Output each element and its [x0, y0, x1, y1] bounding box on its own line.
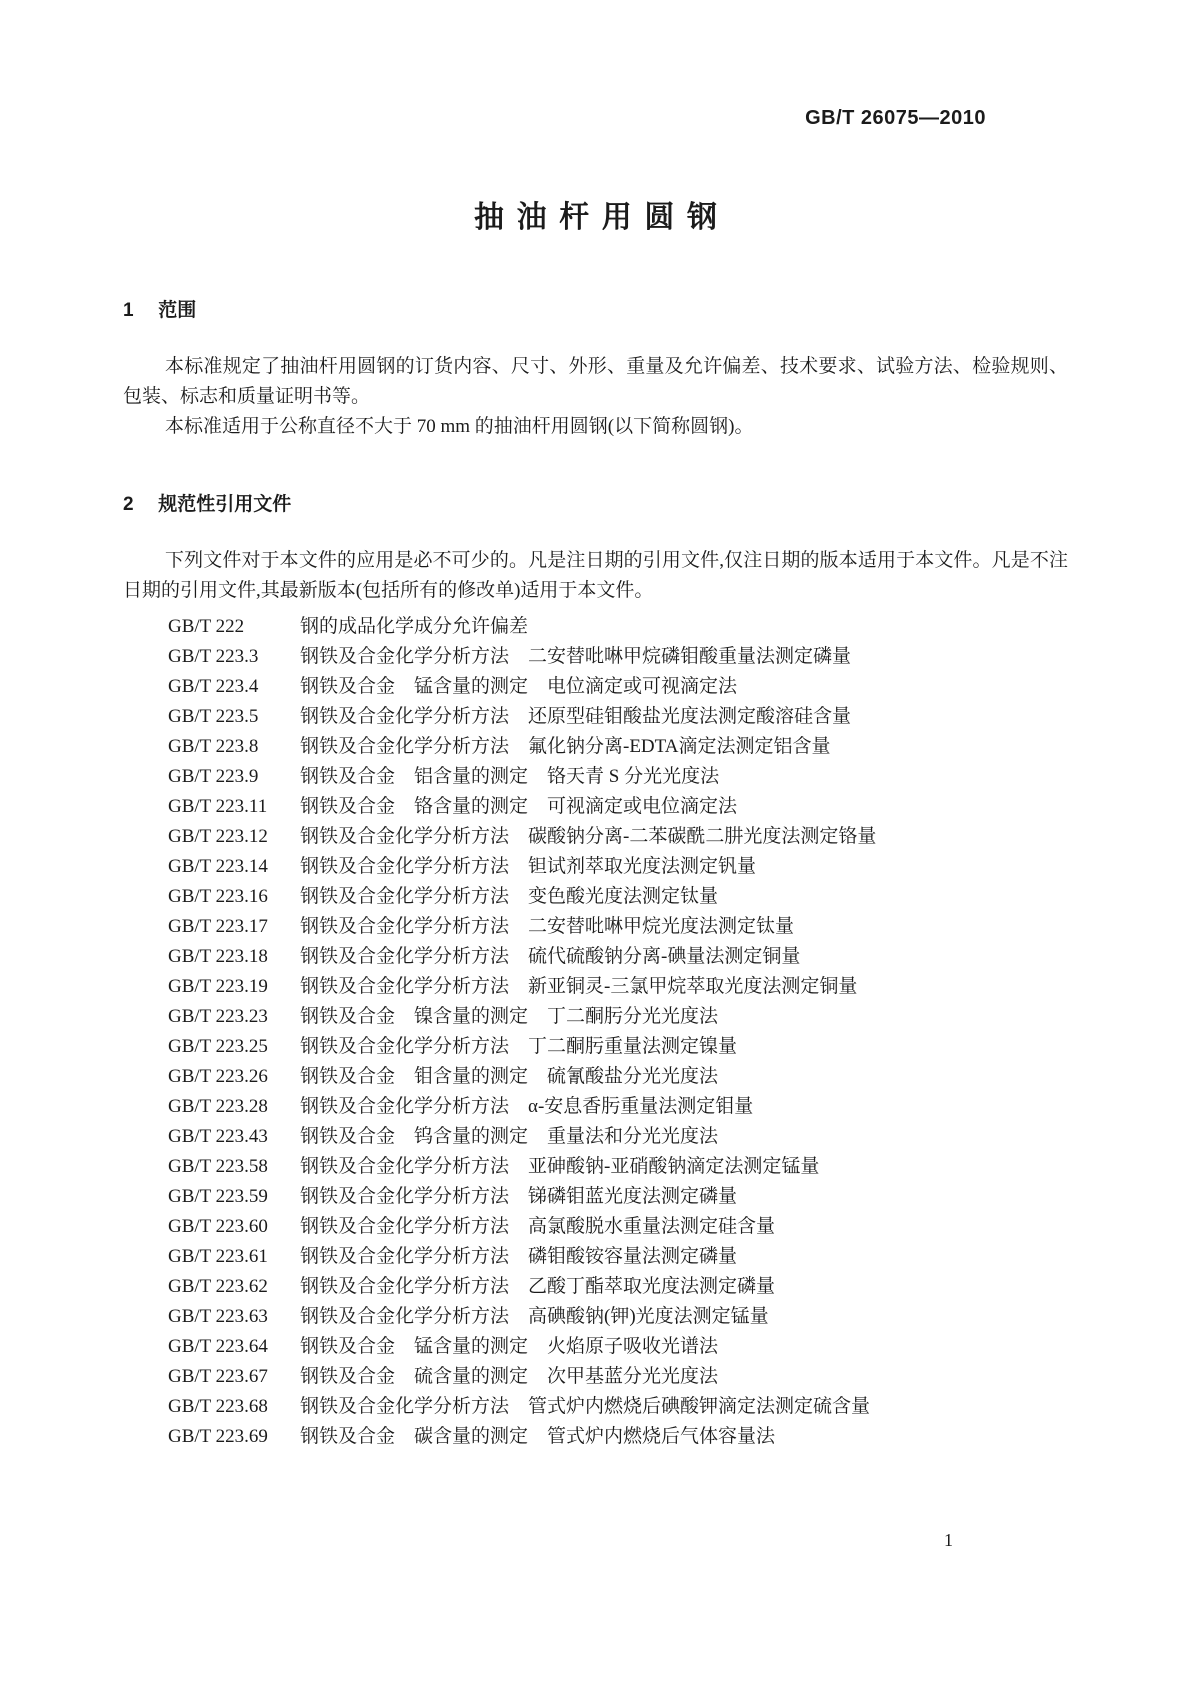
reference-code: GB/T 223.3 [168, 646, 259, 667]
section-1-heading [123, 298, 1068, 324]
reference-item [168, 912, 1068, 942]
reference-code: GB/T 223.9 [168, 766, 259, 787]
page-number: 1 [944, 1530, 953, 1550]
reference-title: 钢铁及合金化学分析方法 丁二酮肟重量法测定镍量 [300, 1036, 738, 1057]
section-2-paragraph: 下列文件对于本文件的应用是必不可少的。凡是注日期的引用文件,仅注日期的版本适用于本文件。凡是不注日期的引用文件,其最新版本(包括所有的修改单)适用于本文件。 [123, 550, 1068, 601]
standard-number: GB/T 26075—2010 [805, 107, 986, 129]
reference-item [168, 1182, 1068, 1212]
reference-title: 钢铁及合金化学分析方法 新亚铜灵-三氯甲烷萃取光度法测定铜量 [300, 976, 858, 997]
reference-item [168, 942, 1068, 972]
reference-item [168, 642, 1068, 672]
reference-item [168, 822, 1068, 852]
section-1-number: 1 [123, 300, 134, 321]
reference-code: GB/T 223.43 [168, 1126, 268, 1147]
reference-item [168, 1212, 1068, 1242]
reference-title: 钢铁及合金化学分析方法 乙酸丁酯萃取光度法测定磷量 [300, 1276, 776, 1297]
reference-list [123, 612, 1068, 1452]
section-1-title: 范围 [158, 300, 197, 321]
reference-code: GB/T 223.58 [168, 1156, 268, 1177]
reference-code: GB/T 223.28 [168, 1096, 268, 1117]
reference-code: GB/T 223.11 [168, 796, 268, 817]
reference-title: 钢铁及合金化学分析方法 钽试剂萃取光度法测定钒量 [300, 856, 757, 877]
reference-code: GB/T 223.16 [168, 886, 268, 907]
reference-code: GB/T 223.18 [168, 946, 268, 967]
reference-title: 钢铁及合金化学分析方法 二安替吡啉甲烷光度法测定钛量 [300, 916, 795, 937]
reference-title: 钢铁及合金 碳含量的测定 管式炉内燃烧后气体容量法 [300, 1426, 776, 1447]
reference-title: 钢铁及合金化学分析方法 硫代硫酸钠分离-碘量法测定铜量 [300, 946, 801, 967]
section-1-paragraph: 本标准适用于公称直径不大于 70 mm 的抽油杆用圆钢(以下简称圆钢)。 [165, 416, 754, 437]
reference-code: GB/T 223.4 [168, 676, 259, 697]
reference-code: GB/T 222 [168, 616, 245, 637]
reference-code: GB/T 223.14 [168, 856, 268, 877]
reference-code: GB/T 223.23 [168, 1006, 268, 1027]
reference-title: 钢铁及合金 铬含量的测定 可视滴定或电位滴定法 [300, 796, 738, 817]
reference-item [168, 1392, 1068, 1422]
reference-item [168, 1242, 1068, 1272]
reference-item [168, 612, 1068, 642]
reference-item [168, 762, 1068, 792]
reference-item [168, 732, 1068, 762]
reference-title: 钢铁及合金化学分析方法 还原型硅钼酸盐光度法测定酸溶硅含量 [300, 706, 852, 727]
reference-item [168, 792, 1068, 822]
reference-code: GB/T 223.26 [168, 1066, 268, 1087]
reference-title: 钢铁及合金 钼含量的测定 硫氰酸盐分光光度法 [300, 1066, 719, 1087]
reference-code: GB/T 223.19 [168, 976, 268, 997]
section-2-title: 规范性引用文件 [158, 494, 292, 515]
reference-code: GB/T 223.25 [168, 1036, 268, 1057]
reference-item [168, 1272, 1068, 1302]
reference-item [168, 1002, 1068, 1032]
reference-title: 钢铁及合金 镍含量的测定 丁二酮肟分光光度法 [300, 1006, 719, 1027]
reference-title: 钢铁及合金化学分析方法 碳酸钠分离-二苯碳酰二肼光度法测定铬量 [300, 826, 877, 847]
reference-code: GB/T 223.59 [168, 1186, 268, 1207]
reference-title: 钢铁及合金 铝含量的测定 铬天青 S 分光光度法 [300, 766, 720, 787]
reference-title: 钢铁及合金 锰含量的测定 火焰原子吸收光谱法 [300, 1336, 719, 1357]
reference-title: 钢铁及合金 锰含量的测定 电位滴定或可视滴定法 [300, 676, 738, 697]
reference-title: 钢铁及合金化学分析方法 二安替吡啉甲烷磷钼酸重量法测定磷量 [300, 646, 852, 667]
reference-code: GB/T 223.68 [168, 1396, 268, 1417]
reference-item [168, 1362, 1068, 1392]
reference-item [168, 702, 1068, 732]
reference-item [168, 1122, 1068, 1152]
reference-item [168, 1302, 1068, 1332]
reference-code: GB/T 223.5 [168, 706, 259, 727]
reference-code: GB/T 223.64 [168, 1336, 268, 1357]
document-title: 抽油杆用圆钢 [473, 201, 730, 234]
reference-item [168, 882, 1068, 912]
reference-title: 钢铁及合金 钨含量的测定 重量法和分光光度法 [300, 1126, 719, 1147]
reference-title: 钢铁及合金化学分析方法 亚砷酸钠-亚硝酸钠滴定法测定锰量 [300, 1156, 820, 1177]
reference-item [168, 852, 1068, 882]
reference-title: 钢的成品化学成分允许偏差 [300, 616, 529, 637]
reference-code: GB/T 223.17 [168, 916, 268, 937]
reference-item [168, 972, 1068, 1002]
reference-title: 钢铁及合金 硫含量的测定 次甲基蓝分光光度法 [300, 1366, 719, 1387]
reference-item [168, 672, 1068, 702]
reference-item [168, 1152, 1068, 1182]
section-1-paragraph: 本标准规定了抽油杆用圆钢的订货内容、尺寸、外形、重量及允许偏差、技术要求、试验方法、检验规则、包装、标志和质量证明书等。 [123, 356, 1068, 407]
reference-code: GB/T 223.63 [168, 1306, 268, 1327]
reference-item [168, 1422, 1068, 1452]
reference-item [168, 1332, 1068, 1362]
reference-code: GB/T 223.62 [168, 1276, 268, 1297]
reference-title: 钢铁及合金化学分析方法 氟化钠分离-EDTA滴定法测定铝含量 [300, 736, 831, 757]
section-2-heading [123, 492, 1068, 518]
reference-code: GB/T 223.8 [168, 736, 259, 757]
reference-code: GB/T 223.61 [168, 1246, 268, 1267]
reference-item [168, 1032, 1068, 1062]
reference-code: GB/T 223.12 [168, 826, 268, 847]
reference-code: GB/T 223.67 [168, 1366, 268, 1387]
reference-title: 钢铁及合金化学分析方法 α-安息香肟重量法测定钼量 [300, 1096, 754, 1117]
reference-code: GB/T 223.60 [168, 1216, 268, 1237]
reference-title: 钢铁及合金化学分析方法 锑磷钼蓝光度法测定磷量 [300, 1186, 738, 1207]
reference-item [168, 1062, 1068, 1092]
reference-title: 钢铁及合金化学分析方法 管式炉内燃烧后碘酸钾滴定法测定硫含量 [300, 1396, 871, 1417]
reference-title: 钢铁及合金化学分析方法 高氯酸脱水重量法测定硅含量 [300, 1216, 776, 1237]
reference-title: 钢铁及合金化学分析方法 高碘酸钠(钾)光度法测定锰量 [300, 1306, 769, 1327]
section-2-number: 2 [123, 494, 134, 515]
reference-title: 钢铁及合金化学分析方法 磷钼酸铵容量法测定磷量 [300, 1246, 738, 1267]
reference-code: GB/T 223.69 [168, 1426, 268, 1447]
reference-item [168, 1092, 1068, 1122]
reference-title: 钢铁及合金化学分析方法 变色酸光度法测定钛量 [300, 886, 719, 907]
